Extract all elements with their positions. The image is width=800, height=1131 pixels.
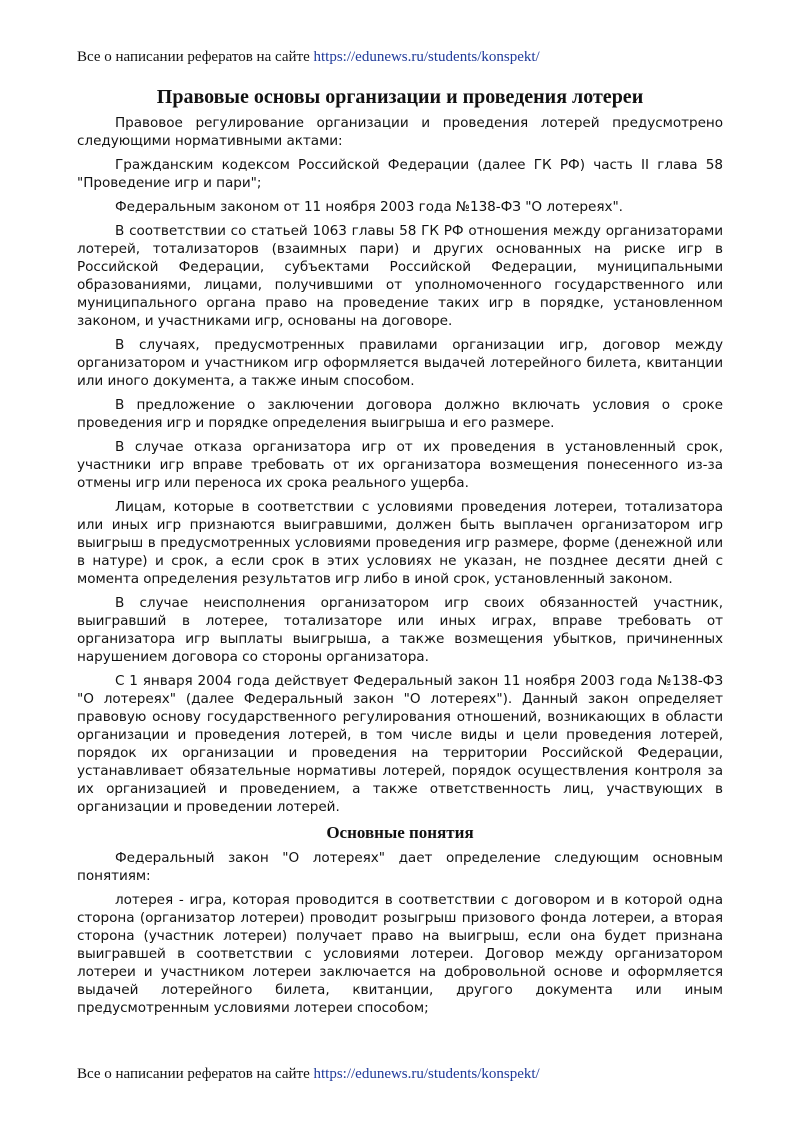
paragraph: В случае отказа организатора игр от их проведения в установленный срок, участники игр вправе требовать от их организатора возмещения понесенного из-за отмены игр или переноса их срока реального ущерба. [77, 439, 723, 491]
section-title: Основные понятия [326, 823, 474, 842]
footer-link[interactable]: https://edunews.ru/students/konspekt/ [313, 1066, 540, 1082]
paragraph: Правовое регулирование организации и проведения лотерей предусмотрено следующими нормативными актами: [77, 115, 723, 149]
paragraph: Гражданским кодексом Российской Федерации (далее ГК РФ) часть II глава 58 "Проведение игр и пари"; [77, 157, 723, 191]
paragraph: В случаях, предусмотренных правилами организации игр, договор между организатором и участником игр оформляется выдачей лотерейного билета, квитанции или иного документа, а также иным способом. [77, 337, 723, 389]
document-body [77, 84, 723, 1023]
header-text: Все о написании рефератов на сайте [77, 49, 314, 65]
footer-text: Все о написании рефератов на сайте [77, 1066, 314, 1082]
paragraph: В предложение о заключении договора должно включать условия о сроке проведения игр и порядке определения выигрыша и его размере. [77, 397, 723, 431]
paragraph: В соответствии со статьей 1063 главы 58 ГК РФ отношения между организаторами лотерей, тотализаторов (взаимных пари) и других основанных на риске игр в Российской Федерации, субъектами Российской Федерации, муниципальными образованиями, лицами, получившими от уполномоченного государственного или муниципального органа право на проведение таких игр в порядке, установленном законом, и участниками игр, основаны на договоре. [77, 223, 723, 329]
paragraph: Лицам, которые в соответствии с условиями проведения лотереи, тотализатора или иных игр признаются выигравшими, должен быть выплачен организатором игр выигрыш в предусмотренных условиями проведения игр размере, форме (денежной или в натуре) и срок, а если срок в этих условиях не указан, не позднее десяти дней с момента определения результатов игр либо в иной срок, установленный законом. [77, 499, 723, 587]
document-title: Правовые основы организации и проведения лотереи [156, 86, 644, 108]
paragraph: Федеральным законом от 11 ноября 2003 года №138-ФЗ "О лотереях". [115, 199, 623, 215]
paragraph: лотерея - игра, которая проводится в соответствии с договором и в которой одна сторона (организатор лотереи) проводит розыгрыш призового фонда лотереи, а вторая сторона (участник лотереи) получает право на выигрыш, если она будет признана выигравшей в соответствии с условиями лотереи. Договор между организатором лотереи и участником лотереи заключается на добровольной основе и оформляется выдачей лотерейного билета, квитанции, другого документа или иным предусмотренным условиями лотереи способом; [77, 892, 723, 1016]
header-link[interactable]: https://edunews.ru/students/konspekt/ [313, 49, 540, 65]
paragraph: В случае неисполнения организатором игр своих обязанностей участник, выигравший в лотерее, тотализаторе или иных играх, вправе требовать от организатора игр выплаты выигрыша, а также возмещения убытков, причиненных нарушением договора со стороны организатора. [77, 595, 723, 665]
page-header [77, 47, 727, 67]
page-footer [77, 1064, 727, 1084]
paragraph: Федеральный закон "О лотереях" дает определение следующим основным понятиям: [77, 850, 723, 884]
paragraph: С 1 января 2004 года действует Федеральный закон 11 ноября 2003 года №138-ФЗ "О лотереях" (далее Федеральный закон "О лотереях"). Данный закон определяет правовую основу государственного регулирования отношений, возникающих в области организации и проведения лотерей, в том числе виды и цели проведения лотерей, порядок их организации и проведения на территории Российской Федерации, устанавливает обязательные нормативы лотерей, порядок осуществления контроля за их организацией и проведением, а также ответственность лиц, участвующих в организации и проведении лотерей. [77, 673, 723, 815]
